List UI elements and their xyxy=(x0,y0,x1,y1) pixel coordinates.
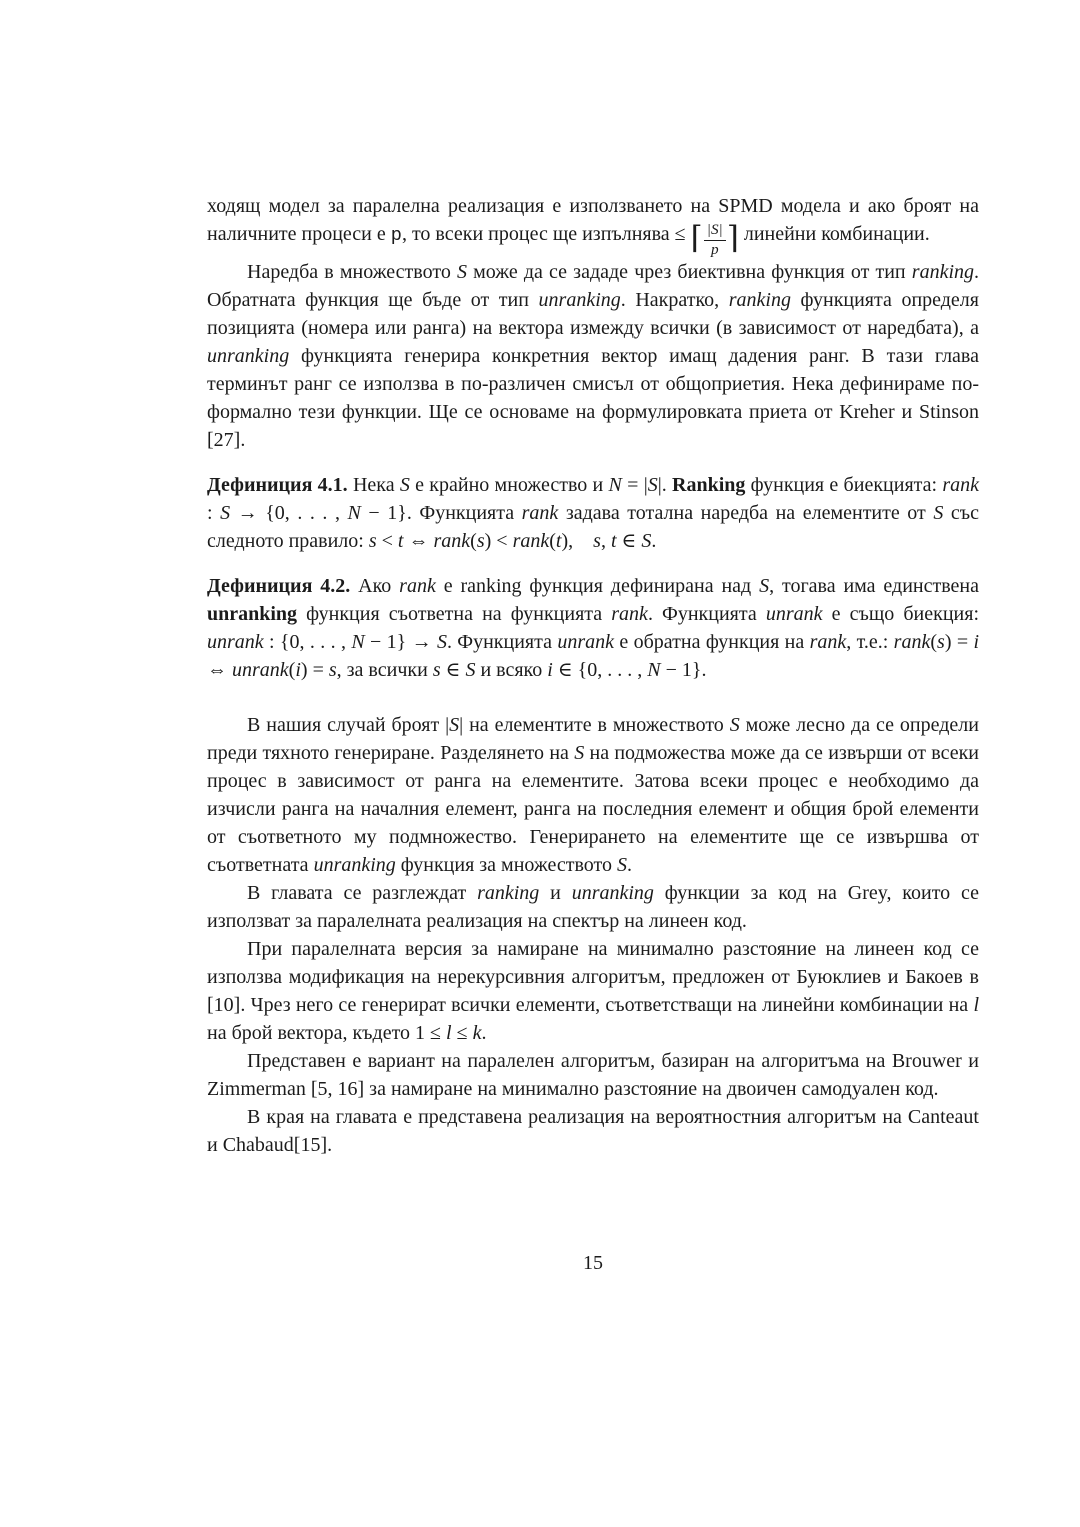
paragraph-brouwer-zimmerman: Представен е вариант на паралелен алгоритъм, базиран на алгоритъма на Brouwer и Zimmerman [5, 16] за намиране на минимално разстояние на двоичен самодуален код. xyxy=(207,1049,979,1100)
paragraph-ordering-intro: Наредба в множеството S може да се зададе чрез биективна функция от тип ranking. Обратната функция ще бъде от тип unranking. Накратко, ranking функцията определя позицията (номера или ранга) на вектора измежду всички (в зависимост от наредбата), а unranking функцията генерира конкретния вектор имащ дадения ранг. В тази глава терминът ранг се използва в по-различен смисъл от общоприетия. Нека дефинираме по-формално тези функции. Ще се основаме на формулировката приета от Kreher и Stinson [27]. xyxy=(207,260,979,451)
page-number: 15 xyxy=(583,1252,603,1274)
paragraph-canteaut-chabaud: В края на главата е представена реализация на вероятностния алгоритъм на Canteaut и Chabaud[15]. xyxy=(207,1105,979,1156)
ceiling-fraction: ⌈ $\frac{|S|}{p}$ ⌉ xyxy=(690,220,739,258)
paragraph-our-case: В нашия случай броят |S| на елементите в множеството S може лесно да се определи преди тяхното генериране. Разделянето на S на подможества може да се извърши от всеки процес в зависимост от ранга на елементите. Затова всеки процес е необходимо да изчисли ранга на началния елемент, ранга на последния елемент и общия брой елементи от съответното му подмножество. Генерирането на елементите ще се извършва от съответната unranking функция за множеството S. xyxy=(207,713,980,876)
page-text-block xyxy=(207,192,979,1159)
paragraph-continuation: ходящ модел за паралелна реализация е използването на SPMD модела и ако броят на наличните процеси е p, то всеки процес ще изпълнява ≤ ⌈ $\frac{|S|}{p}$ ⌉ линейни комбинации. xyxy=(207,195,979,258)
definition-4-1: Дефиниция 4.1. Нека S е крайно множество и N = |S|. Ranking функция е биекцията: rank : S → {0, . . . , N − 1}. Функцията rank задава тотална наредба на елементите от S със следното правило: s < t ⇔ rank(s) < rank(t), s, t ∈ S. xyxy=(207,473,980,552)
paragraph-chapter-overview: В главата се разглеждат ranking и unranking функции за код на Grey, които се използват за паралелната реализация на спектър на линеен код. xyxy=(207,881,980,932)
definition-4-2: Дефиниция 4.2. Ако rank е ranking функция дефинирана над S, тогава има единствена unranking функция съответна на функцията rank. Функцията unrank е също биекция: unrank : {0, . . . , N − 1} → S. Функцията unrank е обратна функция на rank, т.е.: rank(s) = i ⇔ unrank(i) = s, за всички s ∈ S и всяко i ∈ {0, . . . , N − 1}. xyxy=(207,574,980,681)
paragraph-parallel-version: При паралелната версия за намиране на минимално разстояние на линеен код се използва модификация на нерекурсивния алгоритъм, предложен от Буюклиев и Бакоев в [10]. Чрез него се генерират всички елементи, съответстващи на линейни комбинации на l на брой вектора, където 1 ≤ l ≤ k. xyxy=(207,937,979,1044)
